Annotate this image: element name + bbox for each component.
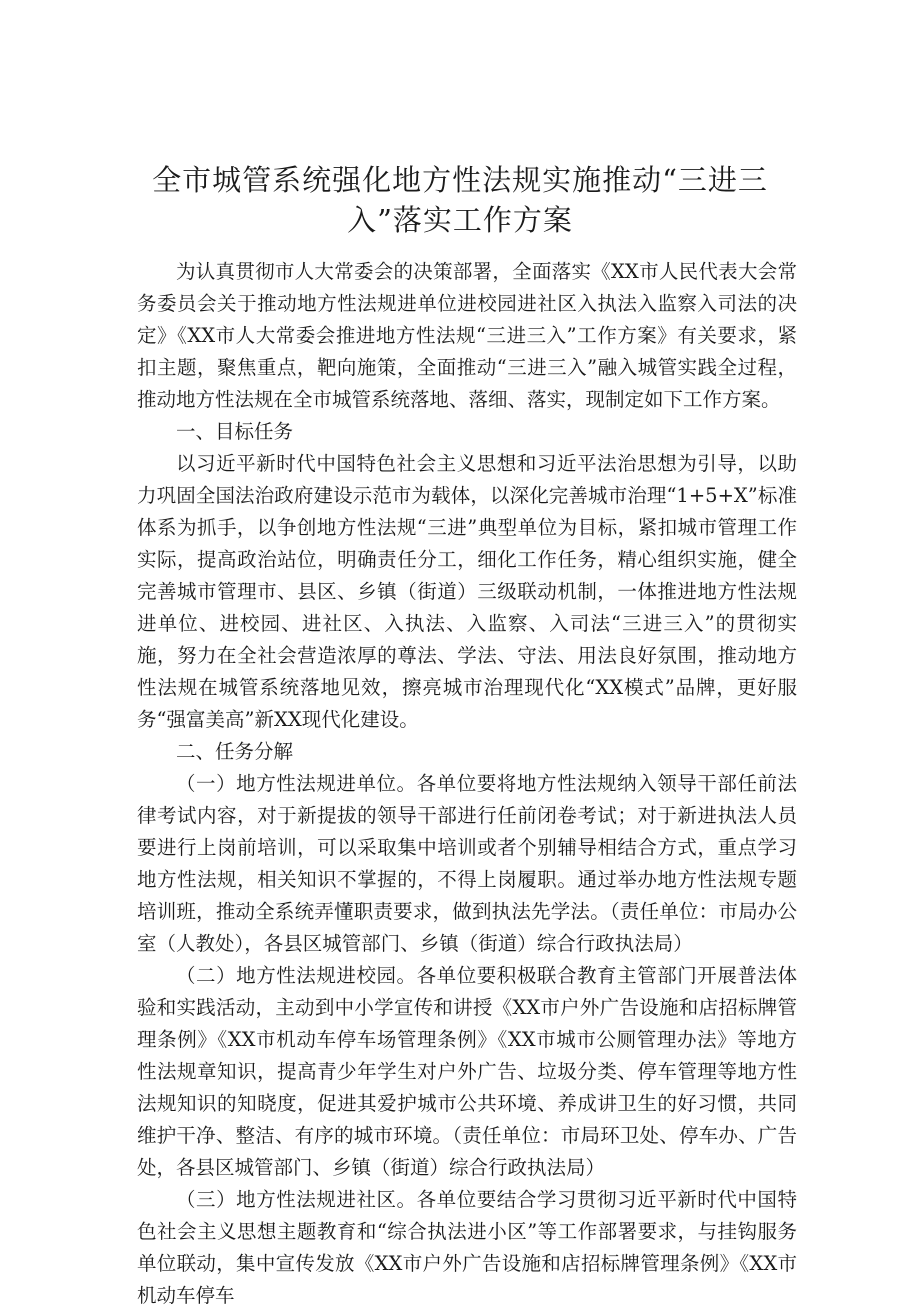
task-paragraph-schools: （二）地方性法规进校园。各单位要积极联合教育主管部门开展普法体验和实践活动，主动到中小学宣传和讲授《XX市户外广告设施和店招标牌管理条例》《XX市机动车停车场管理条例》《XX市城市公厕管理办法》等地方性法规章知识，提高青少年学生对户外广告、垃圾分类、停车管理等地方性法规知识的知晓度，促进其爱护城市公共环境、养成讲卫生的好习惯，共同维护干净、整洁、有序的城市环境。（责任单位：市局环卫处、停车办、广告处，各县区城管部门、乡镇（街道）综合行政执法局）	[137, 964, 797, 1179]
goals-paragraph: 以习近平新时代中国特色社会主义思想和习近平法治思想为引导，以助力巩固全国法治政府建设示范市为载体，以深化完善城市治理“1+5+X”标准体系为抓手，以争创地方性法规“三进”典型单位为目标，紧扣城市管理工作实际，提高政治站位，明确责任分工，细化工作任务，精心组织实施，健全完善城市管理市、县区、乡镇（街道）三级联动机制，一体推进地方性法规进单位、进校园、进社区、入执法、入监察、入司法“三进三入”的贯彻实施，努力在全社会营造浓厚的尊法、学法、守法、用法良好氛围，推动地方性法规在城管系统落地见效，擦亮城市治理现代化“XX模式”品牌，更好服务“强富美高”新XX现代化建设。	[137, 452, 797, 731]
section-heading-tasks: 二、任务分解	[176, 740, 294, 763]
task-paragraph-units: （一）地方性法规进单位。各单位要将地方性法规纳入领导干部任前法律考试内容，对于新提拔的领导干部进行任前闭卷考试；对于新进执法人员要进行上岗前培训，可以采取集中培训或者个别辅导相结合方式，重点学习地方性法规，相关知识不掌握的，不得上岗履职。通过举办地方性法规专题培训班，推动全系统弄懂职责要求，做到执法先学法。（责任单位：市局办公室（人教处），各县区城管部门、乡镇（街道）综合行政执法局）	[137, 772, 797, 955]
task-paragraph-communities: （三）地方性法规进社区。各单位要结合学习贯彻习近平新时代中国特色社会主义思想主题教育和“综合执法进小区”等工作部署要求，与挂钩服务单位联动，集中宣传发放《XX市户外广告设施和店招标牌管理条例》《XX市机动车停车	[137, 1188, 797, 1307]
section-heading-goals: 一、目标任务	[176, 420, 294, 443]
document-body	[137, 256, 797, 1312]
document-title: 全市城管系统强化地方性法规实施推动“三进三入”落实工作方案	[152, 163, 768, 237]
intro-paragraph: 为认真贯彻市人大常委会的决策部署，全面落实《XX市人民代表大会常务委员会关于推动地方性法规进单位进校园进社区入执法入监察入司法的决定》《XX市人大常委会推进地方性法规“三进三入”工作方案》有关要求，紧扣主题，聚焦重点，靶向施策，全面推动“三进三入”融入城管实践全过程，推动地方性法规在全市城管系统落地、落细、落实，现制定如下工作方案。	[137, 260, 797, 411]
